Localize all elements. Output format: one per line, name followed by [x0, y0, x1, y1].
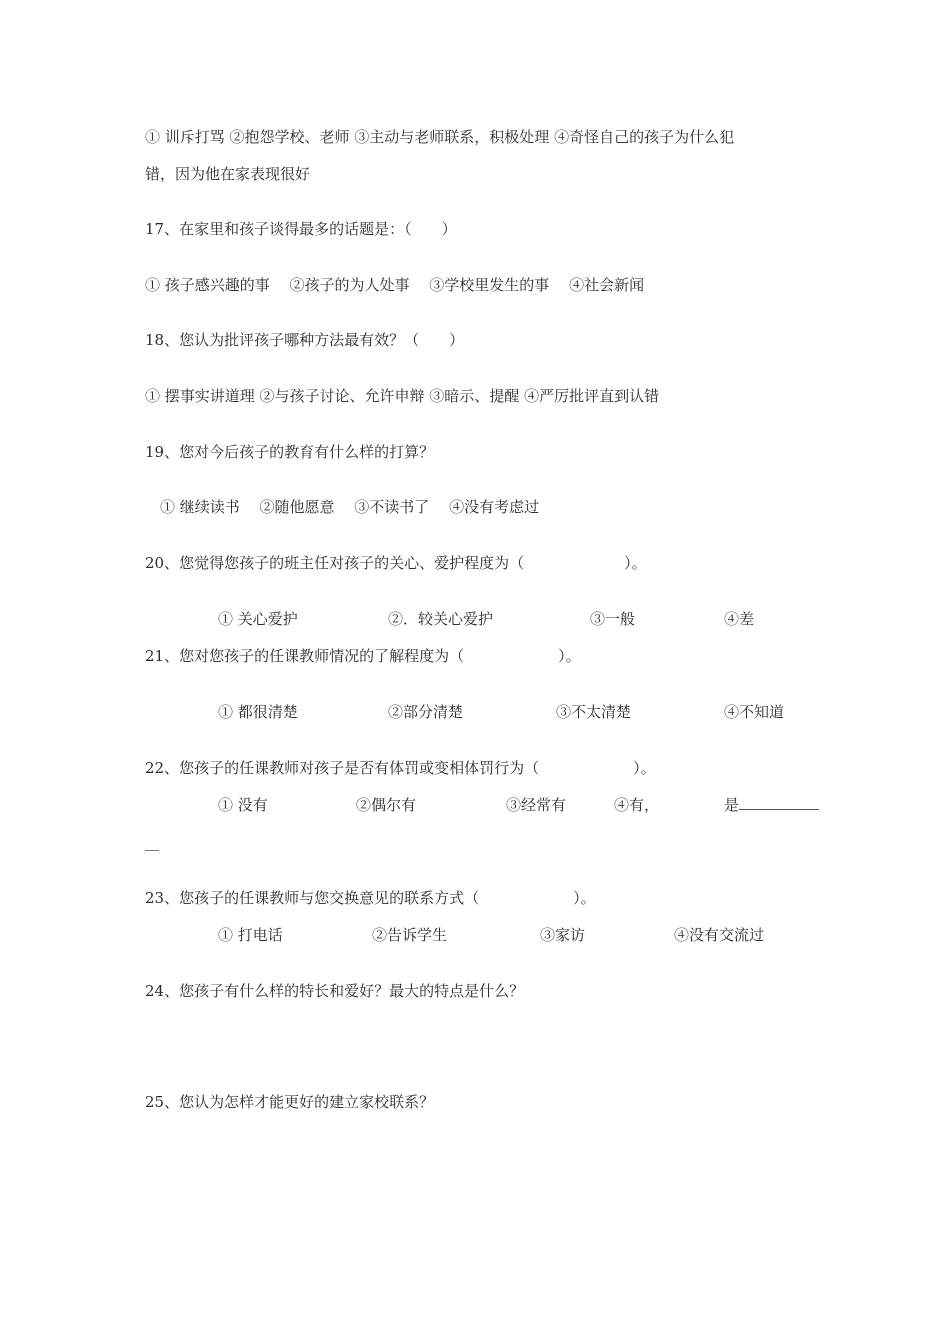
q22-question-end: ）。 [633, 759, 656, 777]
q22-question-text: 22、您孩子的任课教师对孩子是否有体罚或变相体罚行为（ [145, 759, 540, 777]
q19-question: 19、您对今后孩子的教育有什么样的打算？ [145, 443, 435, 461]
q23-question-text: 23、您孩子的任课教师与您交换意见的联系方式（ [145, 889, 480, 907]
q17-options: ① 孩子感兴趣的事 ②孩子的为人处事 ③学校里发生的事 ④社会新闻 [145, 276, 645, 294]
q18-question: 18、您认为批评孩子哪种方法最有效？（ ） [145, 331, 465, 349]
q21-option-2: ②部分清楚 [388, 703, 464, 721]
q16-options-line1: ① 训斥打骂 ②抱怨学校、老师 ③主动与老师联系，积极处理 ④奇怪自己的孩子为什么犯 [145, 128, 735, 146]
q22-question [145, 758, 656, 778]
q16-options-line2: 错，因为他在家表现很好 [145, 165, 311, 183]
q19-options: ① 继续读书 ②随他愿意 ③不读书了 ④没有考虑过 [160, 498, 540, 516]
q20-option-4: ④差 [724, 610, 755, 628]
q22-option-3: ③经常有 [506, 796, 567, 814]
q22-option-2: ②偶尔有 [356, 796, 417, 814]
q25-question: 25、您认为怎样才能更好的建立家校联系？ [145, 1093, 435, 1111]
q21-option-4: ④不知道 [724, 703, 785, 721]
q22-option-1: ① 没有 [218, 796, 268, 814]
q22-option-4: ④有， [614, 796, 660, 814]
q21-question-end: ）。 [558, 647, 581, 665]
q20-option-1: ① 关心爱护 [218, 610, 298, 628]
q21-question-text: 21、您对您孩子的任课教师情况的了解程度为（ [145, 647, 465, 665]
q20-option-3: ③一般 [590, 610, 636, 628]
q23-option-3: ③家访 [540, 926, 586, 944]
q22-option-5-label: 是 [724, 796, 740, 814]
q20-option-2: ②．较关心爱护 [388, 610, 494, 628]
q23-option-4: ④没有交流过 [674, 926, 765, 944]
q24-question: 24、您孩子有什么样的特长和爱好？最大的特点是什么？ [145, 982, 525, 1000]
q18-options: ① 摆事实讲道理 ②与孩子讨论、允许申辩 ③暗示、提醒 ④严厉批评直到认错 [145, 387, 660, 405]
q23-option-1: ① 打电话 [218, 926, 283, 944]
q22-specify-blank-continued [145, 850, 159, 851]
q20-question [145, 553, 647, 573]
q21-option-1: ① 都很清楚 [218, 703, 298, 721]
q23-question [145, 888, 596, 908]
q17-question: 17、在家里和孩子谈得最多的话题是：（ ） [145, 220, 457, 238]
q23-option-2: ②告诉学生 [372, 926, 448, 944]
q22-specify-blank[interactable] [739, 795, 819, 810]
q20-question-text: 20、您觉得您孩子的班主任对孩子的关心、爱护程度为（ [145, 554, 525, 572]
q21-question [145, 646, 581, 666]
q20-question-end: ）。 [624, 554, 647, 572]
q23-question-end: ）。 [573, 889, 596, 907]
q22-option-5 [724, 795, 819, 815]
q21-option-3: ③不太清楚 [556, 703, 632, 721]
